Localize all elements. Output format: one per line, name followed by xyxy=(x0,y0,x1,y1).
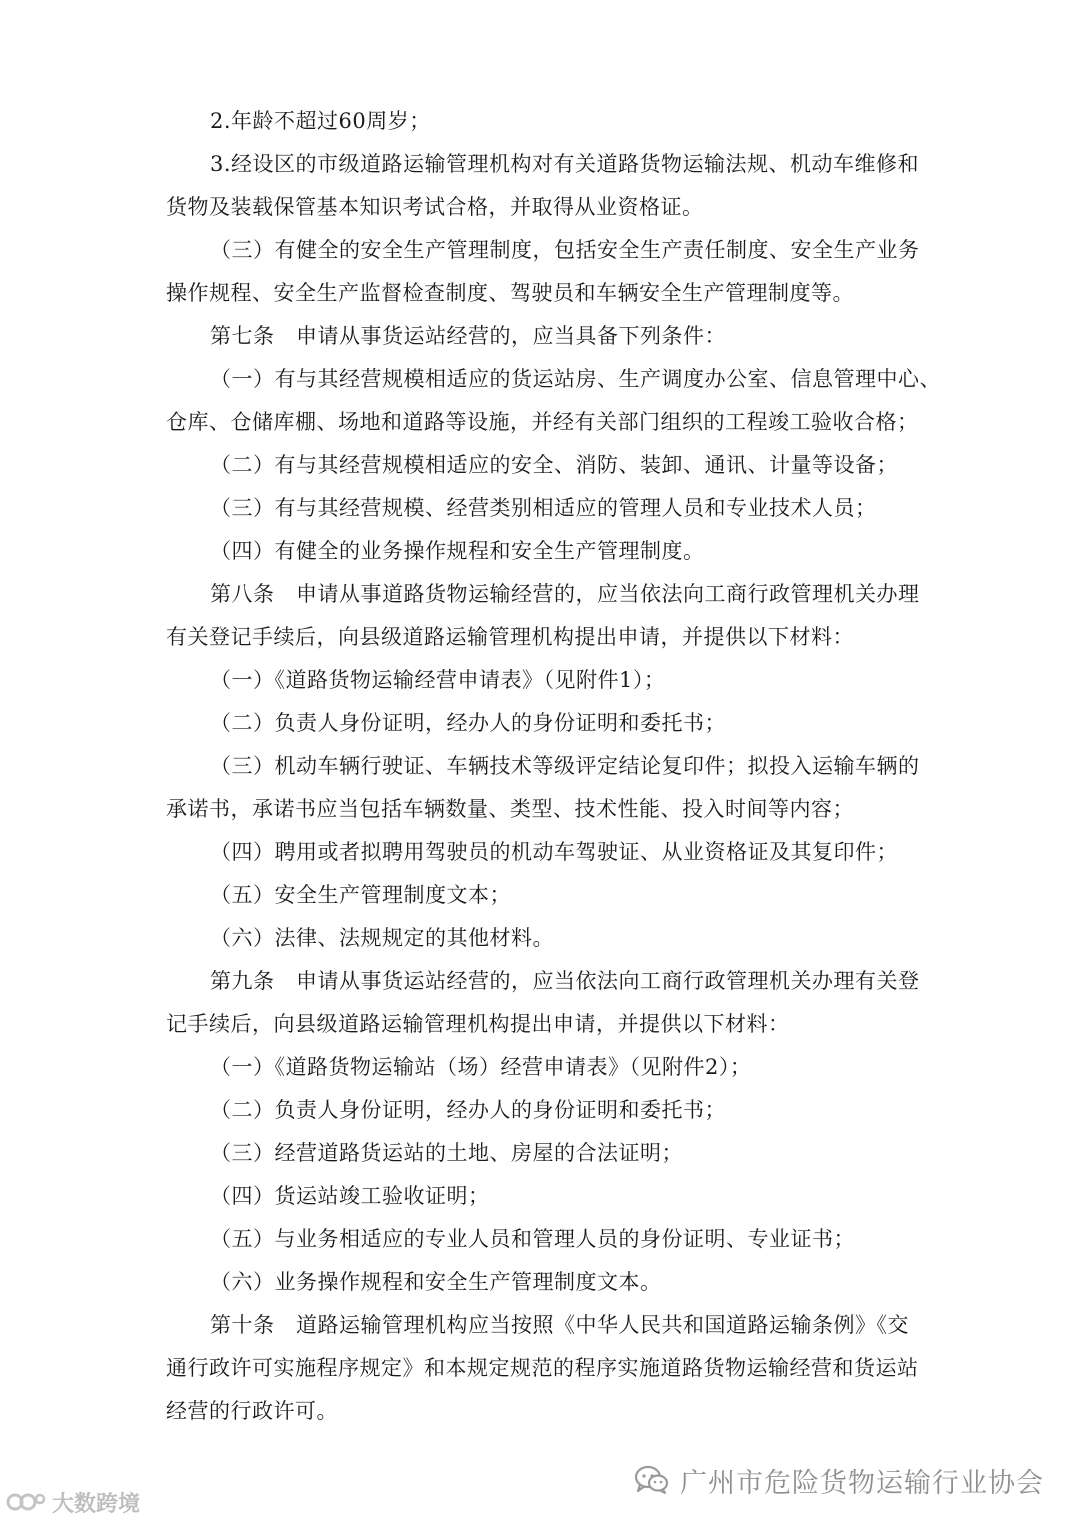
wechat-account-watermark xyxy=(634,1458,1044,1502)
brand-logo-icon xyxy=(6,1490,46,1514)
text-line: （二）有与其经营规模相适应的安全、消防、装卸、通讯、计量等设备； xyxy=(210,453,898,477)
text-line: （三）有健全的安全生产管理制度，包括安全生产责任制度、安全生产业务 xyxy=(210,238,920,262)
text-line: 仓库、仓储库棚、场地和道路等设施，并经有关部门组织的工程竣工验收合格； xyxy=(166,410,919,434)
text-line: （三）机动车辆行驶证、车辆技术等级评定结论复印件；拟投入运输车辆的 xyxy=(210,754,920,778)
text-line: （二）负责人身份证明，经办人的身份证明和委托书； xyxy=(210,711,726,735)
article-heading-7: 第七条 申请从事货运站经营的，应当具备下列条件： xyxy=(210,324,726,348)
text-line: （三）经营道路货运站的土地、房屋的合法证明； xyxy=(210,1141,683,1165)
text-line: （四）有健全的业务操作规程和安全生产管理制度。 xyxy=(210,539,705,563)
text-line: 记手续后，向县级道路运输管理机构提出申请，并提供以下材料： xyxy=(166,1012,790,1036)
wechat-icon xyxy=(634,1465,670,1495)
text-line: （四）聘用或者拟聘用驾驶员的机动车驾驶证、从业资格证及其复印件； xyxy=(210,840,898,864)
text-line: （四）货运站竣工验收证明； xyxy=(210,1184,490,1208)
watermark-account-name: 广州市危险货物运输行业协会 xyxy=(680,1467,1044,1499)
text-line: （五）安全生产管理制度文本； xyxy=(210,883,511,907)
text-line: （一）《道路货物运输站（场）经营申请表》（见附件2）； xyxy=(210,1055,752,1079)
text-line: 操作规程、安全生产监督检查制度、驾驶员和车辆安全生产管理制度等。 xyxy=(166,281,854,305)
article-heading-8: 第八条 申请从事道路货物运输经营的，应当依法向工商行政管理机关办理 xyxy=(210,582,920,606)
text-line: （二）负责人身份证明，经办人的身份证明和委托书； xyxy=(210,1098,726,1122)
brand-watermark-text: 大数跨境 xyxy=(52,1491,141,1517)
text-line: 承诺书，承诺书应当包括车辆数量、类型、技术性能、投入时间等内容； xyxy=(166,797,854,821)
brand-watermark xyxy=(6,1484,140,1520)
article-heading-10: 第十条 道路运输管理机构应当按照《中华人民共和国道路运输条例》《交 xyxy=(210,1313,909,1337)
article-heading-9: 第九条 申请从事货运站经营的，应当依法向工商行政管理机关办理有关登 xyxy=(210,969,920,993)
text-line: （六）业务操作规程和安全生产管理制度文本。 xyxy=(210,1270,662,1294)
text-line: （一）《道路货物运输经营申请表》（见附件1）； xyxy=(210,668,666,692)
text-line: 有关登记手续后，向县级道路运输管理机构提出申请，并提供以下材料： xyxy=(166,625,854,649)
text-line: （三）有与其经营规模、经营类别相适应的管理人员和专业技术人员； xyxy=(210,496,877,520)
text-line: 3.经设区的市级道路运输管理机构对有关道路货物运输法规、机动车维修和 xyxy=(210,152,920,176)
text-line: （六）法律、法规规定的其他材料。 xyxy=(210,926,554,950)
text-line: 2.年龄不超过60周岁； xyxy=(210,109,431,133)
text-line: 通行政许可实施程序规定》和本规定规范的程序实施道路货物运输经营和货运站 xyxy=(166,1356,919,1380)
text-line: 经营的行政许可。 xyxy=(166,1399,338,1423)
text-line: （一）有与其经营规模相适应的货运站房、生产调度办公室、信息管理中心、 xyxy=(210,367,941,391)
text-line: 货物及装载保管基本知识考试合格，并取得从业资格证。 xyxy=(166,195,704,219)
text-line: （五）与业务相适应的专业人员和管理人员的身份证明、专业证书； xyxy=(210,1227,855,1251)
